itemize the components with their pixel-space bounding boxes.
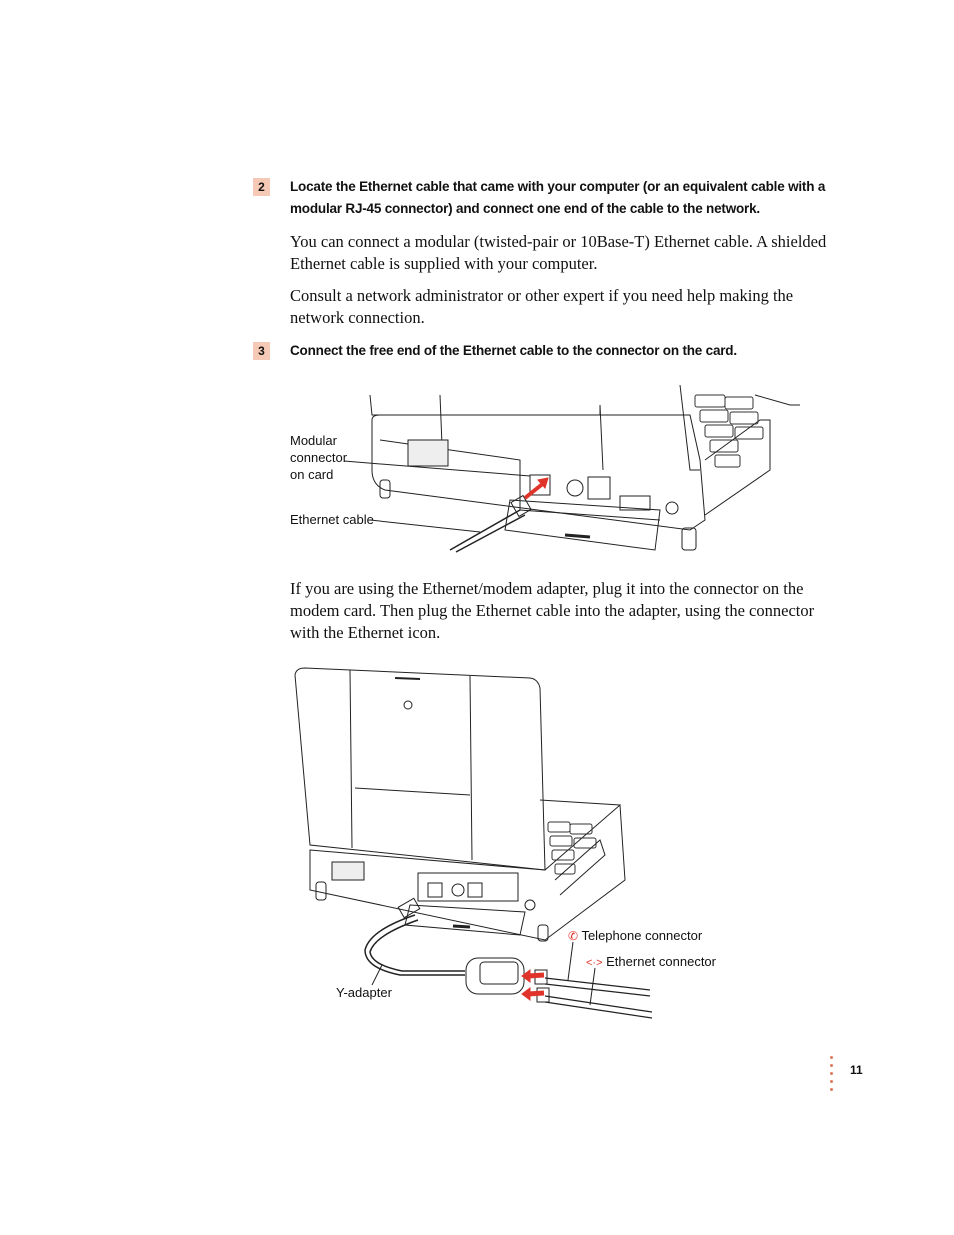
callout-ethernet-connector [586,953,716,972]
paragraph-consult-admin: Consult a network administrator or other expert if you need help making the network connection. [290,286,794,327]
telephone-connector-label: Telephone connector [581,928,703,943]
paragraph-cable-types: You can connect a modular (twisted-pair or 10Base-T) Ethernet cable. A shielded Ethernet cable is supplied with your computer. [290,232,827,273]
step-number-2: 2 [253,178,270,196]
phone-icon: ✆ [568,929,579,943]
callout-modular-line2: connector [290,450,348,465]
paragraph-adapter-instructions: If you are using the Ethernet/modem adapter, plug it into the connector on the modem card. Then plug the Ethernet cable into the adapter, using the connector with the Ethernet icon. [290,579,815,642]
callout-modular-line3: on card [290,467,334,482]
ethernet-connector-label: Ethernet connector [606,954,716,969]
step-3-instruction: Connect the free end of the Ethernet cable to the connector on the card. [290,343,737,358]
step-2-instruction: Locate the Ethernet cable that came with your computer (or an equivalent cable with a modular RJ-45 connector) and connect one end of the cable to the network. [290,179,826,216]
callout-modular-line1: Modular [290,433,337,448]
callout-telephone-connector [568,927,702,945]
margin-dots [830,1056,834,1096]
callout-y-adapter: Y-adapter [336,985,392,1000]
callout-ethernet-cable: Ethernet cable [290,512,374,527]
page-number: 11 [850,1063,863,1077]
ethernet-icon: <·> [586,957,603,969]
step-number-3: 3 [253,342,270,360]
